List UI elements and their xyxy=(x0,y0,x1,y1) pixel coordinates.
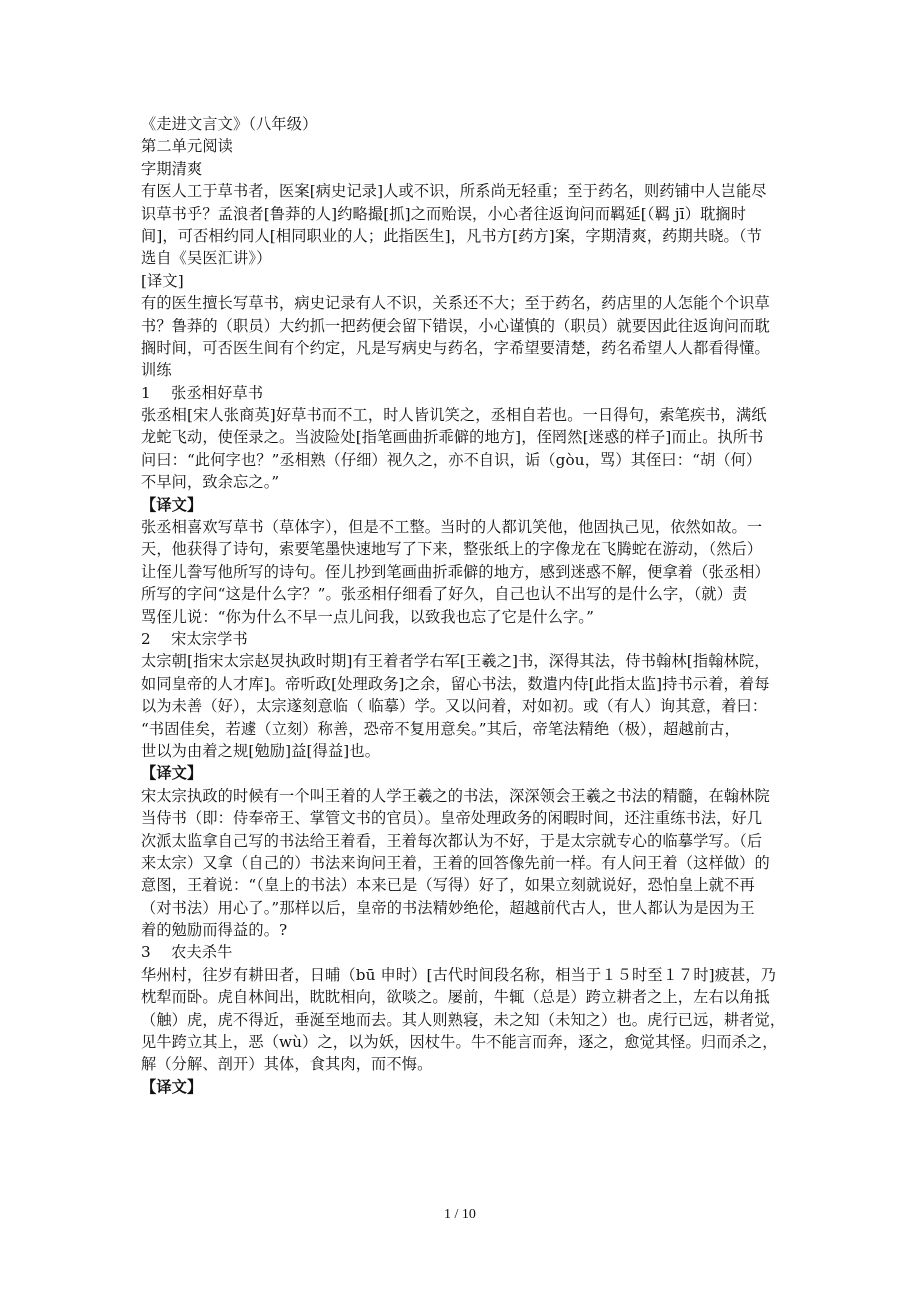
text-line: 太宗朝[指宋太宗赵炅执政时期]有王着者学右军[王羲之]书，深得其法，侍书翰林[指翰林院， xyxy=(141,652,770,671)
section-title: 训练 xyxy=(141,361,172,380)
translation-label: 【译文】 xyxy=(141,764,203,783)
text-line: 意图，王着说：“（皇上的书法）本来已是（写得）好了，如果立刻就说好，恐怕皇上就不再 xyxy=(141,876,755,895)
text-line: 当侍书（即：侍奉帝王、掌管文书的官员）。皇帝处理政务的闲暇时间，还注重练书法，好几 xyxy=(141,809,763,828)
text-line: 枕犁而卧。虎自林间出，眈眈相向，欲啖之。屡前，牛辄（总是）跨立耕者之上，左右以角抵 xyxy=(141,988,770,1007)
doc-title: 《走进文言文》（八年级） xyxy=(141,115,318,133)
text-line: 龙蛇飞动，使侄录之。当波险处[指笔画曲折乖僻的地方]，侄罔然[迷惑的样子]而止。执所书 xyxy=(141,428,764,447)
text-line: 有的医生擅长写草书，病史记录有人不识，关系还不大；至于药名，药店里的人怎能个个识草 xyxy=(141,294,770,313)
translation-label: 【译文】 xyxy=(141,1077,203,1096)
text-line: 不早问，致余忘之。” xyxy=(141,473,280,492)
text-line: 识草书乎？孟浪者[鲁莽的人]约略撮[抓]之而贻误，小心者往返询问而羁延[（羁 jī）耽搁时 xyxy=(141,204,747,223)
text-line: 如同皇帝的人才库]。帝听政[处理政务]之余，留心书法，数遣内侍[此指太监]持书示着，着每 xyxy=(141,674,770,693)
text-line: 所写的字问“这是什么字？”。张丞相仔细看了好久，自己也认不出写的是什么字，（就）责 xyxy=(141,585,748,604)
text-line: 天，他获得了诗句，索要笔墨快速地写了下来，整张纸上的字像龙在飞腾蛇在游动，（然后） xyxy=(141,540,763,559)
unit-heading: 第二单元阅读 xyxy=(141,137,234,156)
text-line: 张丞相[宋人张商英]好草书而不工，时人皆讥笑之，丞相自若也。一日得句，索笔疾书，满纸 xyxy=(141,406,767,425)
text-line: 问曰：“此何字也？”丞相熟（仔细）视久之，亦不自识，诟（gòu，骂）其侄曰：“胡（何） xyxy=(141,450,762,469)
text-line: 来太宗）又拿（自己的）书法来询问王着，王着的回答像先前一样。有人问王着（这样做）的 xyxy=(141,853,770,872)
text-line: 次派太监拿自己写的书法给王着看，王着每次都认为不好，于是太宗就专心的临摹学写。（后 xyxy=(141,831,763,850)
text-line: 间]，可否相约同人[相同职业的人；此指医生]，凡书方[药方]案，字期清爽，药期共晓。（节 xyxy=(141,226,762,245)
text-line: （触）虎，虎不得近，垂涎至地而去。其人则熟寝，未之知（未知之）也。虎行已远，耕者觉， xyxy=(141,1010,786,1029)
text-line: 让侄儿誊写他所写的诗句。侄儿抄到笔画曲折乖僻的地方，感到迷惑不解，便拿着（张丞相） xyxy=(141,562,770,581)
translation-label: [译文] xyxy=(141,271,184,290)
exercise-heading: 3 农夫杀牛 xyxy=(141,943,233,962)
text-line: 以为未善（好），太宗遂刻意临（ 临摹）学。又以问着，对如初。或（有人）询其意，着曰： xyxy=(141,697,768,716)
text-line: 宋太宗执政的时候有一个叫王着的人学王羲之的书法，深深领会王羲之书法的精髓，在翰林院 xyxy=(141,786,770,805)
text-line: 搁时间，可否医生间有个约定，凡是写病史与药名，字希望要清楚，药名希望人人都看得懂。 xyxy=(141,338,770,357)
section-title: 字期清爽 xyxy=(141,159,203,178)
text-line: “书固佳矣，若遽（立刻）称善，恐帝不复用意矣。”其后，帝笔法精绝（极），超越前古， xyxy=(141,719,740,738)
text-line: 张丞相喜欢写草书（草体字），但是不工整。当时的人都讥笑他，他固执己见，依然如故。一 xyxy=(141,518,763,537)
exercise-heading: 2 宋太宗学书 xyxy=(141,629,248,648)
text-line: 着的勉励而得益的。? xyxy=(141,921,288,940)
text-line: 有医人工于草书者，医案[病史记录]人或不识，所系尚无轻重；至于药名，则药铺中人岂能尽 xyxy=(141,182,767,201)
text-line: 世以为由着之规[勉励]益[得益]也。 xyxy=(141,741,381,760)
text-line: 华州村，往岁有耕田者，日晡（bū 申时）[古代时间段名称，相当于１５时至１７时]疲甚，乃 xyxy=(141,965,777,984)
translation-label: 【译文】 xyxy=(141,495,203,514)
text-line: 骂侄儿说：“你为什么不早一点儿问我，以致我也忘了它是什么字。” xyxy=(141,607,595,626)
text-line: 见牛跨立其上，恶（wù）之，以为妖，因杖牛。牛不能言而奔，逐之，愈觉其怪。归而杀之， xyxy=(141,1033,778,1052)
page-number: 1 / 10 xyxy=(444,1207,476,1222)
document-body xyxy=(141,113,786,1098)
text-line: （对书法）用心了。”那样以后，皇帝的书法精妙绝伦，超越前代古人，世人都认为是因为王 xyxy=(141,898,755,917)
text-line: 解（分解、剖开）其体，食其肉，而不悔。 xyxy=(141,1055,433,1074)
exercise-heading: 1 张丞相好草书 xyxy=(141,383,264,402)
text-line: 书？鲁莽的（职员）大约抓一把药便会留下错误，小心谨慎的（职员）就要因此往返询问而耽 xyxy=(141,316,770,335)
text-line: 选自《吴医汇讲》） xyxy=(141,249,272,268)
